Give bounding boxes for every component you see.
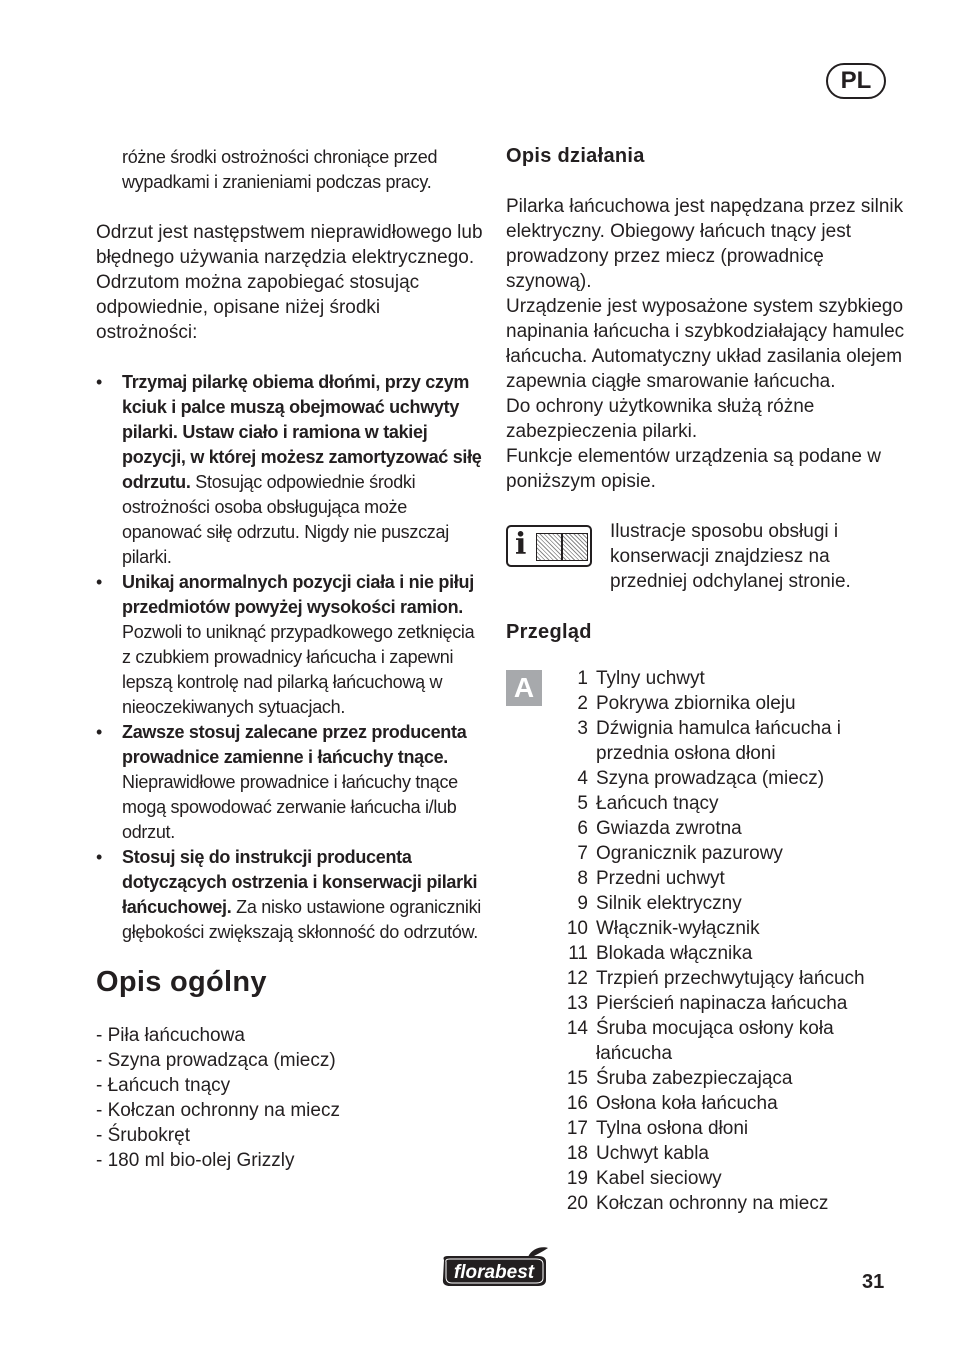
figure-label-badge: A xyxy=(506,670,542,706)
list-item: - 180 ml bio-olej Grizzly xyxy=(96,1150,295,1171)
list-item: 15 Śruba zabezpieczająca xyxy=(566,1068,793,1089)
list-item: 17 Tylna osłona dłoni xyxy=(566,1118,749,1139)
bullet-item: • Stosuj się do instrukcji producenta dotyczących ostrzenia i konserwacji pilarki łańcuchowej. Za nisko ustawione ograniczniki głębokości zwiększają skłonność do odrzutów. xyxy=(96,847,481,942)
overview-heading: Przegląd xyxy=(506,621,592,643)
list-item: 14 Śruba mocująca osłony koła łańcucha xyxy=(566,1018,834,1064)
info-note xyxy=(506,519,906,594)
list-item: 16 Osłona koła łańcucha xyxy=(566,1093,778,1114)
intro-text: różne środki ostrożności chroniące przed wypadkami i zranieniami podczas pracy. xyxy=(122,147,438,192)
bullet-item: • Unikaj anormalnych pozycji ciała i nie piłuj przedmiotów powyżej wysokości ramion. Pozwoli to uniknąć przypadkowego zetknięcia z czubkiem prowadnicy łańcucha i zapewni lepszą kontrolę nad pilarką łańcuchową w nieoczekiwanych sytuacjach. xyxy=(96,572,475,717)
right-column xyxy=(506,142,906,1216)
list-item: 7 Ogranicznik pazurowy xyxy=(577,843,783,864)
list-item: 19 Kabel sieciowy xyxy=(566,1168,722,1189)
kickback-bullets xyxy=(96,370,486,945)
delivery-contents-list xyxy=(96,1023,486,1173)
bullet-item: • Zawsze stosuj zalecane przez producenta prowadnice zamienne i łańcuchy tnące. Nieprawidłowe prowadnice i łańcuchy tnące mogą spowodować zerwanie łańcucha i/lub odrzut. xyxy=(96,722,467,842)
kickback-text: Odrzut jest następstwem nieprawidłowego lub błędnego używania narzędzia elektrycznego. Odrzutom można zapobiegać stosując odpowiednie, opisane niżej środki ostrożności: xyxy=(96,222,483,343)
list-item: 9 Silnik elektryczny xyxy=(577,893,742,914)
function-text: Pilarka łańcuchowa jest napędzana przez silnik elektryczny. Obiegowy łańcuch tnący jest prowadzony przez miecz (prowadnicę szynową). xyxy=(506,196,904,292)
parts-list xyxy=(558,666,906,1216)
list-item: 11 Blokada włącznika xyxy=(568,943,753,964)
list-item: 12 Trzpień przechwytujący łańcuch xyxy=(566,968,865,989)
left-column xyxy=(96,145,486,1173)
page-number: 31 xyxy=(862,1271,885,1293)
list-item: 5 Łańcuch tnący xyxy=(577,793,719,814)
list-item: - Piła łańcuchowa xyxy=(96,1025,245,1046)
list-item: 6 Gwiazda zwrotna xyxy=(577,818,742,839)
list-item: 3 Dźwignia hamulca łańcucha i przednia osłona dłoni xyxy=(577,718,842,764)
list-item: 8 Przedni uchwyt xyxy=(577,868,725,889)
list-item: 10 Włącznik-wyłącznik xyxy=(566,918,760,939)
svg-text:florabest: florabest xyxy=(453,1262,535,1283)
list-item: 18 Uchwyt kabla xyxy=(566,1143,709,1164)
list-item: - Szyna prowadząca (miecz) xyxy=(96,1050,336,1071)
function-text: Funkcje elementów urządzenia są podane w poniższym opisie. xyxy=(506,446,881,492)
function-text: Urządzenie jest wyposażone system szybkiego napinania łańcucha i szybkodziałający hamulec łańcucha. Automatyczny układ zasilania olejem zapewnia ciągłe smarowanie łańcucha. xyxy=(506,296,905,392)
list-item: - Kołczan ochronny na miecz xyxy=(96,1100,340,1121)
general-description-heading: Opis ogólny xyxy=(96,966,267,998)
list-item: 20 Kołczan ochronny na miecz xyxy=(566,1193,829,1214)
function-heading: Opis działania xyxy=(506,145,645,167)
info-text: Ilustracje sposobu obsługi i konserwacji znajdziesz na przedniej odchylanej stronie. xyxy=(610,521,851,592)
list-item: 2 Pokrywa zbiornika oleju xyxy=(577,693,796,714)
bullet-item: • Trzymaj pilarkę obiema dłońmi, przy czym kciuk i palce muszą obejmować uchwyty pilarki. Ustaw ciało i ramiona w takiej pozycji, w której możesz zamortyzować siłę odrzutu. Stosując odpowiednie środki ostrożności osoba obsługująca może opanować siłę odrzutu. Nigdy nie puszczaj pilarki. xyxy=(96,372,482,567)
list-item: 4 Szyna prowadząca (miecz) xyxy=(577,768,825,789)
list-item: 13 Pierścień napinacza łańcucha xyxy=(566,993,848,1014)
florabest-logo xyxy=(438,1246,552,1295)
language-badge: PL xyxy=(826,63,886,99)
list-item: - Łańcuch tnący xyxy=(96,1075,231,1096)
list-item: - Śrubokręt xyxy=(96,1125,190,1146)
overview-section xyxy=(506,666,906,1216)
function-text: Do ochrony użytkownika służą różne zabezpieczenia pilarki. xyxy=(506,396,815,442)
list-item: 1 Tylny uchwyt xyxy=(577,668,705,689)
info-book-icon: i xyxy=(506,525,592,567)
